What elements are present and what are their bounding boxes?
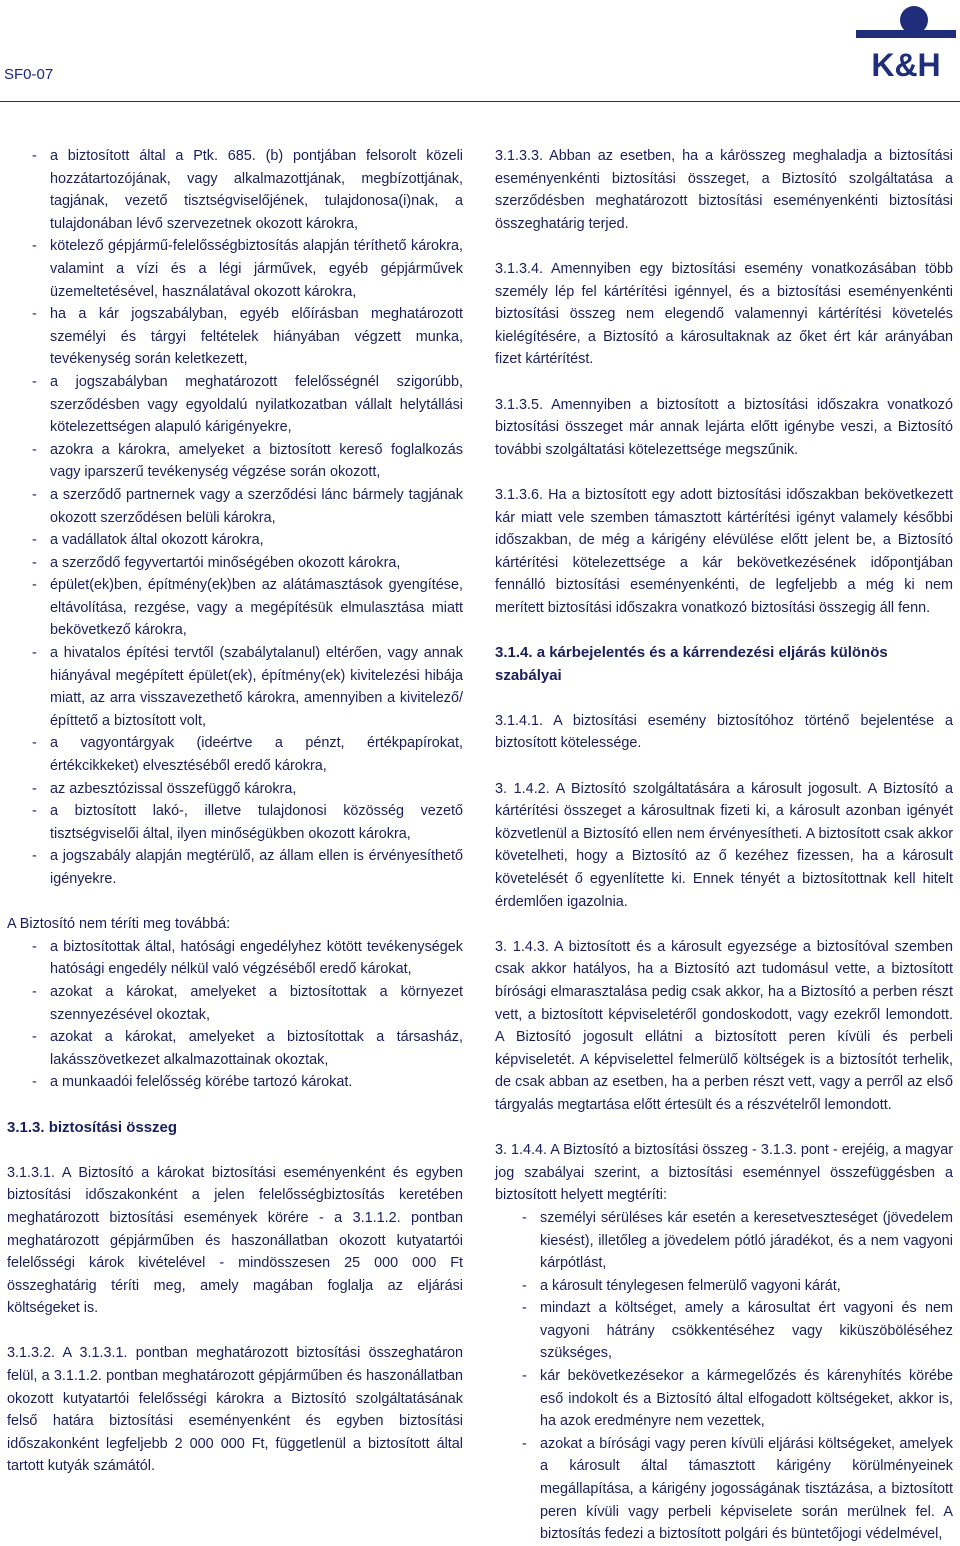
list-item: - a károsult ténylegesen felmerülő vagyoni kárát, [495, 1275, 953, 1298]
paragraph-3141: 3.1.4.1. A biztosítási esemény biztosítóhoz történő bejelentése a biztosított kötelessége. [495, 712, 953, 752]
paragraph-3133: 3.1.3.3. Abban az esetben, ha a kárösszeg meghaladja a biztosítási eseményenkénti biztosítási összeget, a Biztosító szolgáltatása a szerződésben meghatározott biztosítási eseményenkénti biztosítási összeghatárig terjed. [495, 148, 953, 232]
list-item: - azokat a károkat, amelyeket a biztosítottak a társasház, lakásszövetkezet alkalmazottainak okoztak, [7, 1026, 463, 1071]
paragraph-3131: 3.1.3.1. A Biztosító a károkat biztosítási eseményenként és egyben biztosítási időszakonként a jelen felelősségbiztosítás keretében meghatározott biztosítási események körére - a 3.1.1.2. pontban meghatározott gépjárműben és haszonállatban okozott kutyatartói felelősségi károk kivételével - mindösszesen 25 000 000 Ft összeghatárig téríti meg, amely magában foglalja az eljárási költségeket is. [7, 1164, 463, 1317]
svg-text:K&H: K&H [871, 47, 941, 80]
list-item: - azokra a károkra, amelyeket a biztosított kereső foglalkozás vagy iparszerű tevékenység végzése során okozott, [7, 439, 463, 484]
list-item: - kár bekövetkezésekor a kármegelőzés és kárenyhítés körébe eső indokolt és a Biztosító által elfogadott költségeket, akkor is, ha azok eredményre nem vezettek, [495, 1365, 953, 1433]
list-item: - mindazt a költséget, amely a károsultat ért vagyoni és nem vagyoni hátrány csökkentéséhez vagy kiküszöböléséhez szükséges, [495, 1297, 953, 1365]
paragraph-3132: 3.1.3.2. A 3.1.3.1. pontban meghatározott biztosítási összeghatáron felül, a 3.1.1.2. pontban meghatározott gépjárműben és haszonállatban okozott kutyatartói felelősségi károkra a Biztosító szolgáltatásának felső határa biztosítási eseményenként és egyben biztosítási időszakonként legfeljebb 2 000 000 Ft, függetlenül a biztosított által tartott kutyák számától. [7, 1345, 463, 1475]
list-item: - azokat a bírósági vagy peren kívüli eljárási költségeket, amelyek a károsult által támasztott kárigény körülményeinek megállapítása, a kárigény jogosságának tisztázása, a biztosított peren kívüli vagy perbeli képviselete során merülnek fel. A biztosítás fedezi a biztosított polgári és büntetőjogi védelmével, [495, 1433, 953, 1546]
list-item: - épület(ek)ben, építmény(ek)ben az alátámasztások gyengítése, eltávolítása, rezgése, vagy a megépítésük elmulasztása miatt bekövetkező károkra, [7, 574, 463, 642]
list-item: - a szerződő fegyvertartói minőségében okozott károkra, [7, 552, 463, 575]
list-item: - személyi sérüléses kár esetén a keresetveszteséget (jövedelem kiesést), illetőleg a jövedelem pótló járadékot, és a nem vagyoni kárpótlást, [495, 1207, 953, 1275]
list-item: - a munkaadói felelősség körébe tartozó károkat. [7, 1071, 463, 1094]
list-item: - a vagyontárgyak (ideértve a pénzt, értékpapírokat, értékcikkeket) elvesztéséből eredő károkra, [7, 732, 463, 777]
list-item: - a szerződő partnernek vagy a szerződési lánc bármely tagjának okozott szerződésen belüli károkra, [7, 484, 463, 529]
list-item: - a biztosított lakó-, illetve tulajdonosi közösség vezető tisztségviselői által, ilyen minőségükben okozott károkra, [7, 800, 463, 845]
list-item: - a biztosított által a Ptk. 685. (b) pontjában felsorolt közeli hozzátartozójának, vagy alkalmazottjának, megbízottjának, tagjának, vezető tisztségviselőjének, tulajdonosa(i)nak, a tulajdonában lévő szervezetnek okozott károkra, [7, 145, 463, 235]
list-item: - a biztosítottak által, hatósági engedélyhez kötött tevékenységek hatósági engedély nélkül való végzéséből eredő károkat, [7, 936, 463, 981]
right-column [495, 145, 953, 1546]
list-item: - a vadállatok által okozott károkra, [7, 529, 463, 552]
document-code: SF0-07 [4, 66, 54, 83]
list-item: - a jogszabály alapján megtérülő, az állam ellen is érvényesíthető igényekre. [7, 845, 463, 890]
kh-logo [856, 0, 956, 80]
paragraph-3135: 3.1.3.5. Amennyiben a biztosított a biztosítási időszakra vonatkozó biztosítási összeget már annak lejárta előtt igénybe veszi, a Biztosító további szolgáltatási kötelezettsége megszűnik. [495, 396, 953, 458]
left-column [7, 145, 463, 1501]
paragraph-3136: 3.1.3.6. Ha a biztosított egy adott biztosítási időszakban bekövetkezett kár miatt vele szemben támasztott kártérítési igényt valamely későbbi időszakban, de még a kárigény elévülése előtt jelent be, a Biztosító kártérítési kötelezettsége a kár bekövetkezésének időpontjában fennálló biztosítási eseményenkénti, de legfeljebb a még ki nem merített biztosítási időszakra vonatkozó biztosítási összegig áll fenn. [495, 486, 953, 616]
list-item: - azokat a károkat, amelyeket a biztosítottak a környezet szennyezésével okoztak, [7, 981, 463, 1026]
paragraph-3144: 3. 1.4.4. A Biztosító a biztosítási összeg - 3.1.3. pont - erejéig, a magyar jog szabályai szerint, a biztosítási eseménnyel összefüggésben a biztosított helyett megtéríti: [495, 1142, 953, 1204]
not-covered-intro: A Biztosító nem téríti meg továbbá: [7, 916, 231, 933]
list-item: - a jogszabályban meghatározott felelősségnél szigorúbb, szerződésben vagy egyoldalú nyilatkozatban vállalt helytállási kötelezettségen alapuló kárigényekre, [7, 371, 463, 439]
list-item: - ha a kár jogszabályban, egyéb előírásban meghatározott személyi és tárgyi feltételek hiányában végzett munka, tevékenység során keletkezett, [7, 303, 463, 371]
paragraph-3134: 3.1.3.4. Amennyiben egy biztosítási esemény vonatkozásában több személy lép fel kártérítési igénnyel, és a biztosítási eseményenkénti biztosítási összeg nem elegendő valamennyi kártérítési követelés kielégítésére, a Biztosító a károsultaknak az őket ért kár arányában fizet kártérítést. [495, 260, 953, 368]
section-heading-313: 3.1.3. biztosítási összeg [7, 1118, 178, 1136]
list-item: - kötelező gépjármű-felelősségbiztosítás alapján téríthető károkra, valamint a vízi és a légi járművek, egyéb gépjárművek üzemeltetésével, használatával okozott károkra, [7, 235, 463, 303]
exclusions-list [7, 145, 463, 891]
list-item: - a hivatalos építési tervtől (szabálytalanul) eltérően, vagy annak hiányával megépített épület(ek), építmény(ek) kivitelezési hibája miatt, az arra visszavezethető károkra, amennyiben a kivitelező/építtető a biztosított volt, [7, 642, 463, 732]
section-heading-314: 3.1.4. a kárbejelentés és a kárrendezési eljárás különös szabályai [495, 644, 888, 684]
reimbursement-list [495, 1207, 953, 1546]
not-covered-list [7, 936, 463, 1094]
paragraph-3142: 3. 1.4.2. A Biztosító szolgáltatására a károsult jogosult. A Biztosító a kártérítési összeget a károsultnak fizeti ki, a károsult azonban igényét közvetlenül a Biztosító ellen nem érvényesítheti. A biztosított csak akkor követelheti, hogy a Biztosító az ő kezéhez fizessen, ha a károsult követelését ő egyenlítette ki. Ennek tényét a biztosítottnak kell hitelt érdemlően igazolnia. [495, 780, 953, 910]
header-divider [0, 101, 960, 102]
paragraph-3143: 3. 1.4.3. A biztosított és a károsult egyezsége a biztosítóval szemben csak akkor hatályos, ha a Biztosító azt tudomásul vette, a biztosított bírósági elmarasztalása pedig csak akkor, ha a Biztosító a perben részt vett, a biztosított képviseletéről gondoskodott, vagy ezekről lemondott. A Biztosító jogosult ellátni a biztosított peren kívüli és perbeli képviseletét. A képviselettel felmerülő költségek is a biztosítót terhelik, de csak abban az esetben, ha a perben részt vett, vagy a perről az első tárgyalás megtartása előtt értesült és a részvételről lemondott. [495, 938, 953, 1113]
list-item: - az azbesztózissal összefüggő károkra, [7, 778, 463, 801]
